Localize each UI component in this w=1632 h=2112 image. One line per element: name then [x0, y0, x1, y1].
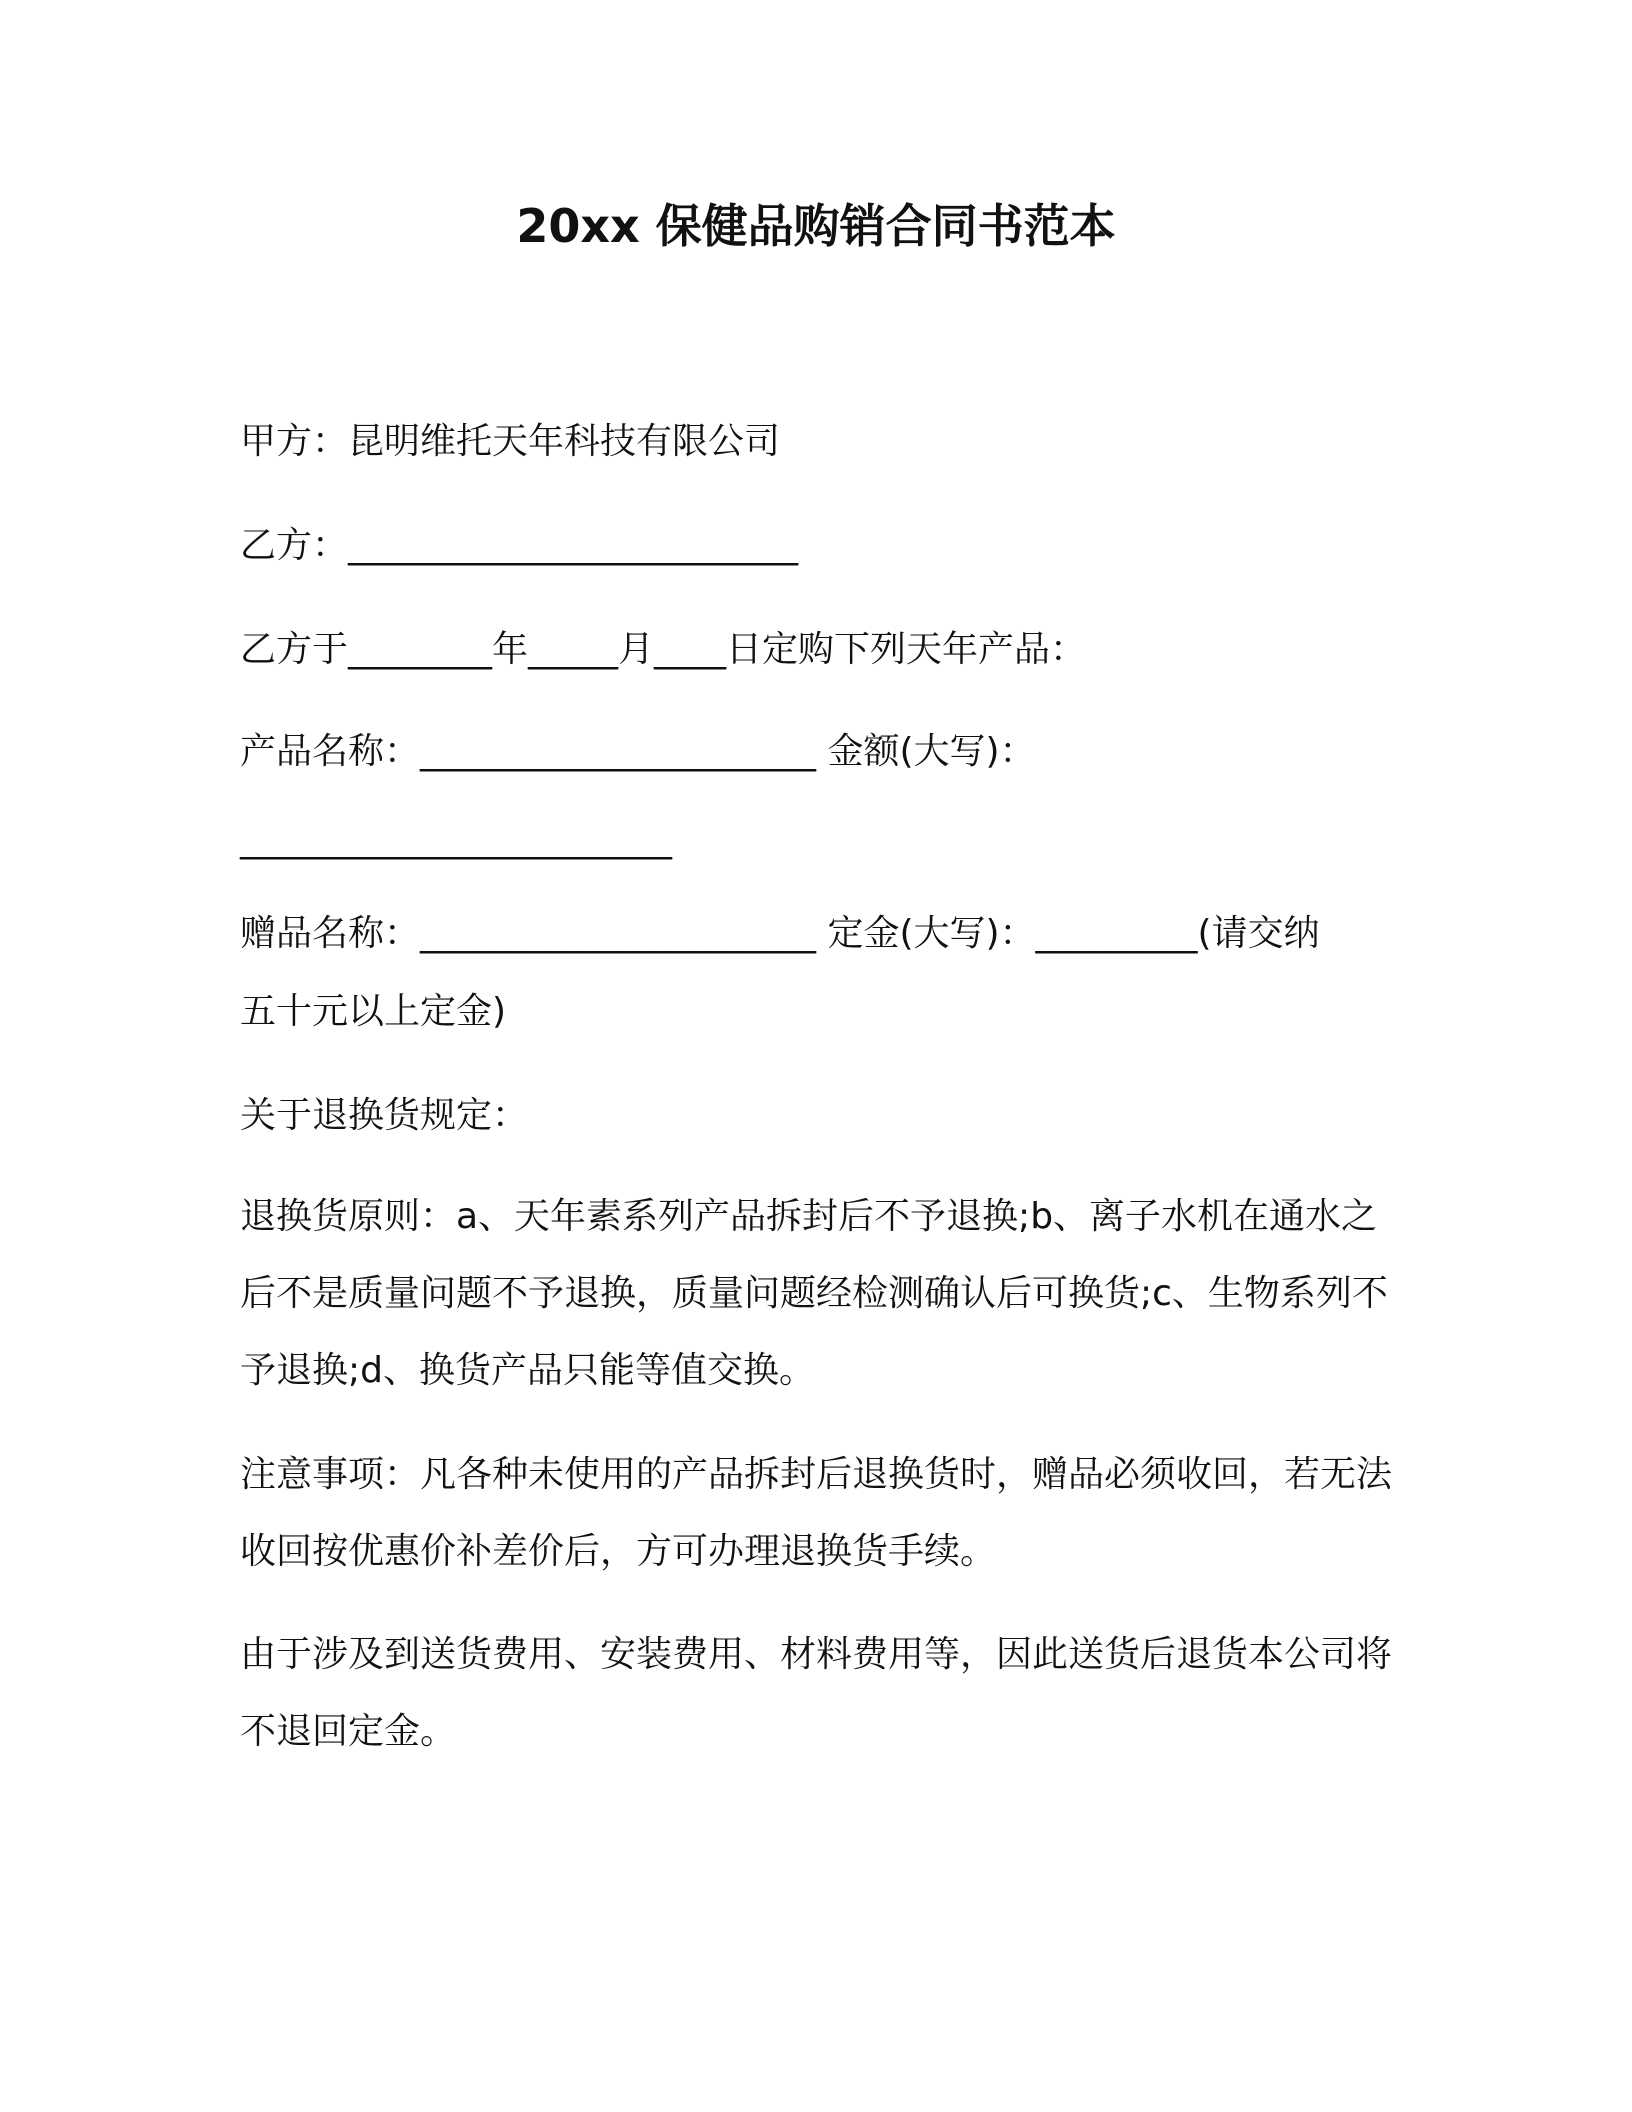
order-date-line: 乙方于________年_____月____日定购下列天年产品： [240, 629, 1087, 670]
return-policy-heading: 关于退换货规定： [240, 1095, 529, 1136]
deposit-policy-paragraph: 由于涉及到送货费用、安装费用、材料费用等，因此送货后退货本公司将不退回定金。 [240, 1634, 1393, 1752]
gift-name-line: 赠品名称：______________________ 定金(大写)：_________(请交纳 [240, 913, 1320, 954]
gift-name-line-continued: 五十元以上定金) [240, 991, 507, 1032]
amount-blank-line: ________________________ [240, 819, 672, 860]
document-title: 20xx 保健品购销合同书范本 [516, 199, 1116, 253]
product-name-line: 产品名称：______________________ 金额(大写)： [240, 731, 1036, 772]
party-b-line: 乙方：_________________________ [240, 525, 799, 566]
notes-paragraph: 注意事项：凡各种未使用的产品拆封后退换货时，赠品必须收回，若无法收回按优惠价补差价后，方可办理退换货手续。 [240, 1454, 1393, 1572]
return-principle-paragraph: 退换货原则：a、天年素系列产品拆封后不予退换;b、离子水机在通水之后不是质量问题不予退换，质量问题经检测确认后可换货;c、生物系列不予退换;d、换货产品只能等值交换。 [240, 1196, 1388, 1391]
party-a-line: 甲方：昆明维托天年科技有限公司 [240, 421, 781, 462]
